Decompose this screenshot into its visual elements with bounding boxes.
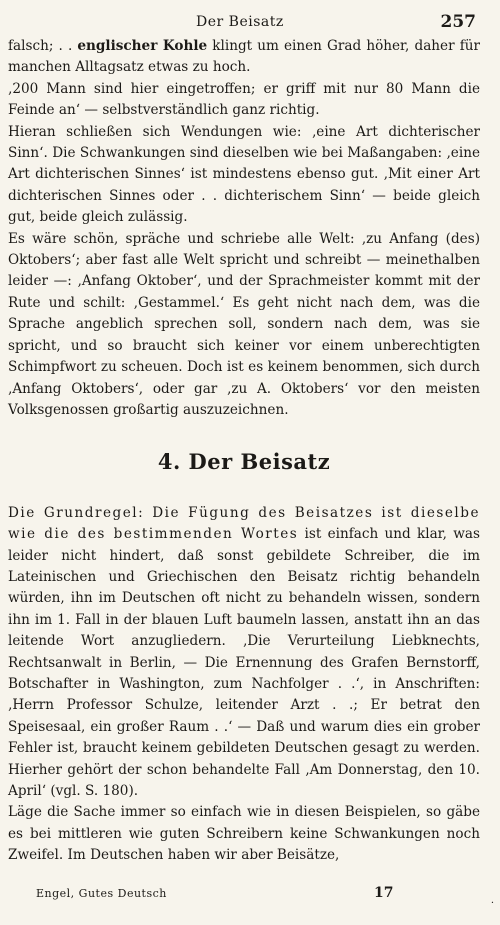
rule-statement: Die Grundregel: Die Fügung des Beisatzes ist dieselbe wie die des bestimmenden Wortes (8, 504, 480, 543)
paragraph: Die Grundregel: Die Fügung des Beisatzes ist dieselbe wie die des bestimmenden Wortes ist einfach und klar, was leider nicht hindert, daß sonst gebildete Schreiber, die im Lateinischen und Griechischen den Beisatz richtig behandeln würden, ihn im Deutschen oft nicht zu behandeln wissen, sondern ihn im 1. Fall in der blauen Luft baumeln lassen, anstatt ihn an das leitende Wort anzugliedern. ‚Die Verurteilung Liebknechts, Rechtsanwalt in Berlin, — Die Ernennung des Grafen Bernstorff, Botschafter in Washington, zum Nachfolger . .‘, in Anschriften: ‚Herrn Professor Schulze, leitender Arzt . .; Er betrat den Speisesaal, ein großer Raum . .‘ — Daß und warum dies ein grober Fehler ist, braucht keinem gebildeten Deutschen gesagt zu werden. Hierher gehört der schon behandelte Fall ‚Am Donnerstag, den 10. April‘ (vgl. S. 180). (8, 504, 480, 799)
margin-mark: · (490, 898, 494, 909)
paragraph: Es wäre schön, spräche und schriebe alle Welt: ‚zu Anfang (des) Oktobers‘; aber fast alle Welt spricht und schreibt — meinethalben leider —: ‚Anfang Oktober‘, und der Sprachmeister kommt mit der Rute und schilt: ‚Gestammel.‘ Es geht nicht nach dem, was die Sprache angeblich sprechen soll, sondern nach dem, was sie spricht, und so braucht sich keiner vor einem unberechtigten Schimpfwort zu scheuen. Doch ist es keinem benommen, sich durch ‚Anfang Oktobers‘, oder gar ‚zu A. Oktobers‘ vor den meisten Volksgenossen großartig auszuzeichnen. (8, 230, 480, 418)
section-heading: 4. Der Beisatz (157, 449, 331, 475)
sheet-number: 17 (374, 885, 394, 901)
paragraph: Hieran schließen sich Wendungen wie: ‚eine Art dichterischer Sinn‘. Die Schwankungen sind dieselben wie bei Maßangaben: ‚eine Art dichterischen Sinnes‘ ist mindestens ebenso gut. ‚Mit einer Art dichterischen Sinnes oder . . dichterischem Sinn‘ — beide gleich gut, beide gleich zulässig. (8, 123, 480, 226)
page-footer (36, 887, 460, 907)
page-number: 257 (440, 12, 476, 32)
paragraph: Läge die Sache immer so einfach wie in diesen Beispielen, so gäbe es bei mittleren wie guten Schreibern keine Schwankungen noch Zweifel. Im Deutschen haben wir aber Beisätze, (8, 804, 480, 864)
running-head: Der Beisatz (196, 14, 284, 30)
emphasized-phrase: englischer Kohle (77, 38, 208, 54)
page-header (8, 12, 480, 36)
paragraph: falsch; . . englischer Kohle klingt um einen Grad höher, daher für manchen Alltagsatz etwas zu hoch. (8, 38, 480, 76)
paragraph: ‚200 Mann sind hier eingetroffen; er griff mit nur 80 Mann die Feinde an‘ — selbstverständlich ganz richtig. (8, 80, 480, 119)
signature-line: Engel, Gutes Deutsch (36, 887, 167, 900)
body-text (8, 36, 480, 867)
